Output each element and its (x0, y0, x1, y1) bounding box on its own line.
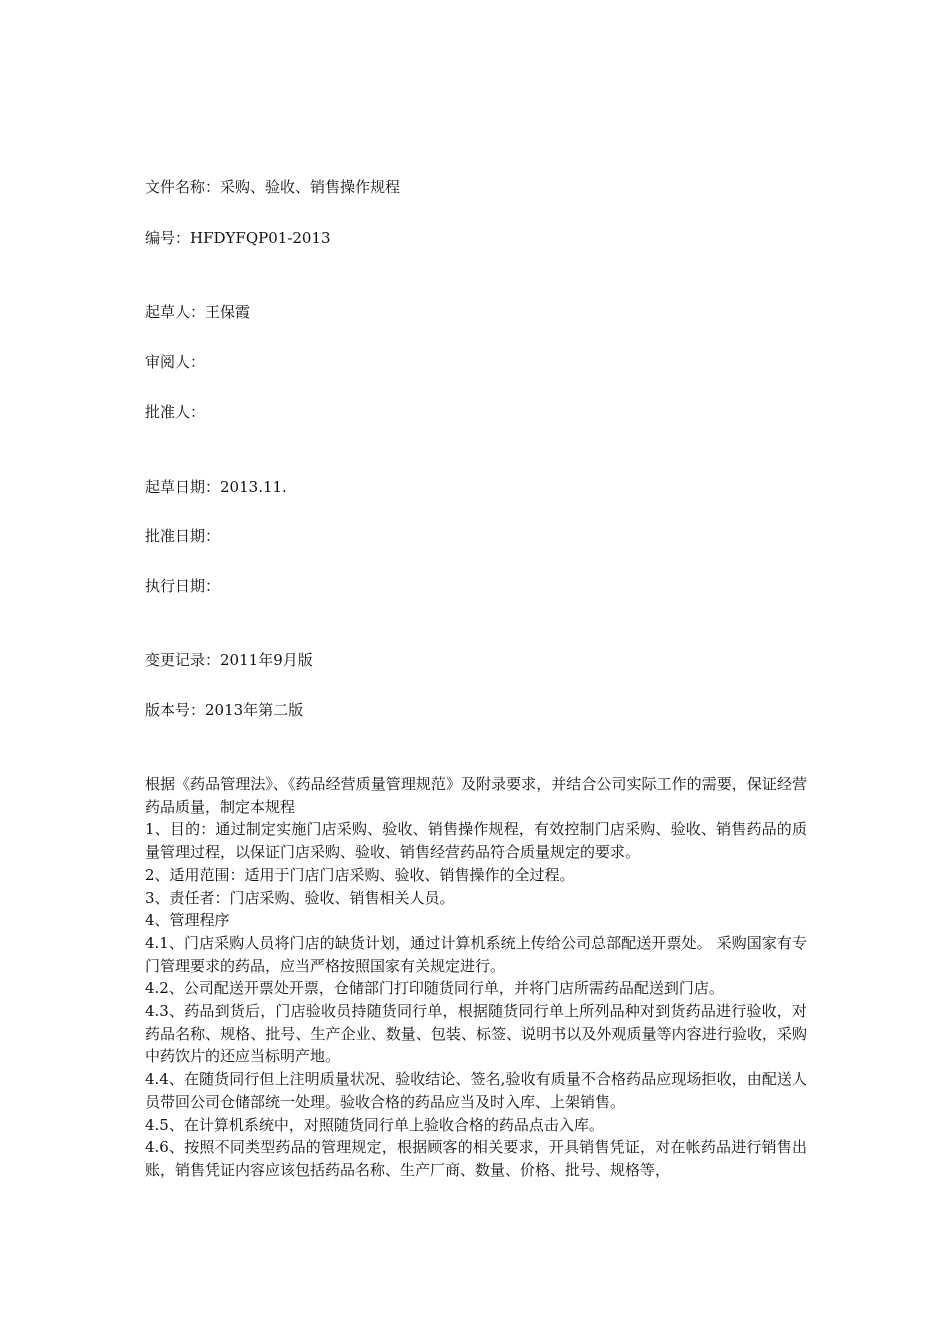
clause-4-1: 4.1、门店采购人员将门店的缺货计划，通过计算机系统上传给公司总部配送开票处。 采购国家有专门管理要求的药品，应当严格按照国家有关规定进行。 (145, 933, 807, 975)
draft-date-field (145, 477, 287, 497)
clause-4-6: 4.6、按照不同类型药品的管理规定，根据顾客的相关要求，开具销售凭证，对在帐药品进行销售出账，销售凭证内容应该包括药品名称、生产厂商、数量、价格、批号、规格等， (145, 1138, 807, 1179)
clause-4-3: 4.3、药品到货后，门店验收员持随货同行单，根据随货同行单上所列品种对到货药品进行验收，对药品名称、规格、批号、生产企业、数量、包装、标签、说明书以及外观质量等内容进行验收，采购中药饮片的还应当标明产地。 (145, 1002, 807, 1066)
section-scope: 2、适用范围：适用于门店门店采购、验收、销售操作的全过程。 (145, 865, 575, 884)
change-record-label: 变更记录： (145, 651, 221, 669)
change-record-value: 2011年9月版 (220, 651, 313, 669)
doc-number-field (145, 228, 331, 248)
approval-date-label: 批准日期： (145, 527, 221, 545)
reviewer-field (145, 352, 205, 372)
approval-date-field (145, 526, 220, 546)
file-name-field (145, 177, 400, 197)
effective-date-field (145, 576, 220, 596)
approver-label: 批准人： (145, 403, 206, 421)
approver-field (145, 402, 205, 422)
version-value: 2013年第二版 (205, 701, 304, 719)
draft-date-value: 2013.11. (220, 478, 287, 496)
reviewer-label: 审阅人： (145, 353, 206, 371)
drafter-value: 王保霞 (205, 303, 251, 321)
doc-number-value: HFDYFQP01-2013 (190, 229, 331, 247)
version-label: 版本号： (145, 701, 206, 719)
procedure-body (145, 773, 807, 1182)
file-name-label: 文件名称： (145, 178, 221, 196)
file-name-value: 采购、验收、销售操作规程 (220, 178, 401, 196)
draft-date-label: 起草日期： (145, 478, 221, 496)
effective-date-label: 执行日期： (145, 577, 221, 595)
clause-4-4: 4.4、在随货同行但上注明质量状况、验收结论、签名,验收有质量不合格药品应现场拒收，由配送人员带回公司仓储部统一处理。验收合格的药品应当及时入库、上架销售。 (145, 1070, 807, 1111)
version-field (145, 700, 303, 720)
drafter-field (145, 302, 250, 322)
section-procedure-heading: 4、管理程序 (145, 911, 230, 930)
intro-paragraph: 根据《药品管理法》、《药品经营质量管理规范》及附录要求，并结合公司实际工作的需要，保证经营药品质量，制定本规程 (145, 775, 807, 816)
drafter-label: 起草人： (145, 303, 206, 321)
clause-4-2: 4.2、公司配送开票处开票，仓储部门打印随货同行单，并将门店所需药品配送到门店。 (145, 979, 724, 998)
section-purpose: 1、目的：通过制定实施门店采购、验收、销售操作规程，有效控制门店采购、验收、销售药品的质量管理过程，以保证门店采购、验收、销售经营药品符合质量规定的要求。 (145, 820, 807, 862)
section-responsible: 3、责任者：门店采购、验收、销售相关人员。 (145, 888, 455, 907)
clause-4-5: 4.5、在计算机系统中，对照随货同行单上验收合格的药品点击入库。 (145, 1115, 604, 1134)
change-record-field (145, 650, 313, 670)
doc-number-label: 编号： (145, 229, 191, 247)
